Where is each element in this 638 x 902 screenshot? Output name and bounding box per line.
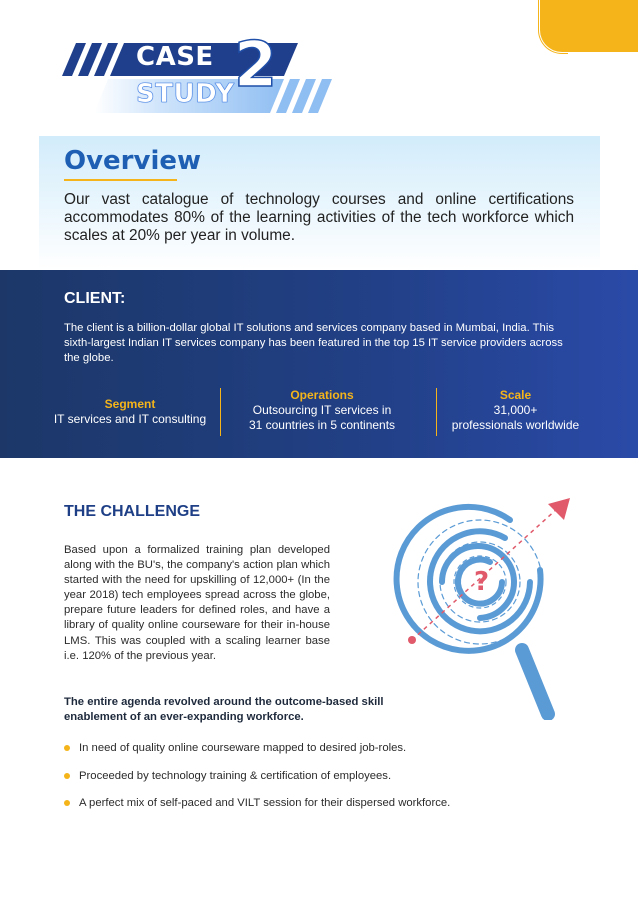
client-section (0, 270, 638, 458)
agenda-statement: The entire agenda revolved around the outcome-based skill enablement of an ever-expanding workforce. (64, 696, 384, 723)
stat-scale-label: Scale (499, 388, 532, 402)
overview-text: Our vast catalogue of technology courses and online certifications accommodates 80% of the learning activities of the tech workforce which scales at 20% per year in volume. (64, 191, 574, 244)
challenge-text: Based upon a formalized training plan developed along with the BU's, the company's action plan which started with the need for upskilling of 12,000+ (In the year 2018) tech employees spread across the globe, prepare future leaders for defined roles, and have a library of quality online courseware for their in-house LMS. This was coupled with a scaling learner base i.e. 120% of the previous year. (64, 544, 330, 662)
case-study-badge (62, 28, 332, 116)
stat-segment-value: IT services and IT consulting (53, 412, 207, 426)
overview-section (39, 136, 600, 270)
maze-magnifier-illustration (380, 490, 580, 720)
question-mark: ? (474, 567, 490, 597)
stat-divider (436, 388, 437, 436)
list-item-text: In need of quality online courseware mapped to desired job-roles. (79, 742, 407, 754)
stat-operations-label: Operations (290, 388, 354, 402)
stat-scale (438, 388, 593, 433)
overview-underline (64, 179, 177, 181)
corner-outline-decoration (538, 0, 568, 54)
start-dot (408, 636, 416, 644)
stat-divider (220, 388, 221, 436)
stat-operations-value: Outsourcing IT services in 31 countries in 5 continents (248, 403, 396, 432)
list-item (64, 796, 584, 810)
bullet-dot-icon (64, 773, 70, 779)
challenge-title: THE CHALLENGE (64, 503, 200, 520)
client-title: CLIENT: (64, 290, 126, 307)
badge-number: 2 (234, 28, 278, 101)
badge-case-label: CASE (136, 42, 214, 72)
overview-title: Overview (64, 146, 202, 176)
client-description: The client is a billion-dollar global IT solutions and services company based in Mumbai, India. This sixth-largest Indian IT services company has been featured in the top 15 IT service providers across the globe. (64, 322, 563, 364)
list-item-text: Proceeded by technology training & certification of employees. (79, 769, 392, 782)
bullet-dot-icon (64, 745, 70, 751)
arrow-head (548, 498, 570, 520)
badge-study-label: STUDY (136, 79, 235, 109)
list-item (64, 741, 584, 755)
stat-segment-label: Segment (104, 397, 156, 411)
challenge-bullet-list (64, 741, 584, 824)
bullet-dot-icon (64, 800, 70, 806)
stat-scale-value: 31,000+ professionals worldwide (451, 403, 580, 432)
stat-segment (40, 397, 220, 427)
list-item-text: A perfect mix of self-paced and VILT session for their dispersed workforce. (79, 797, 451, 809)
list-item (64, 769, 584, 783)
stat-operations (222, 388, 422, 433)
